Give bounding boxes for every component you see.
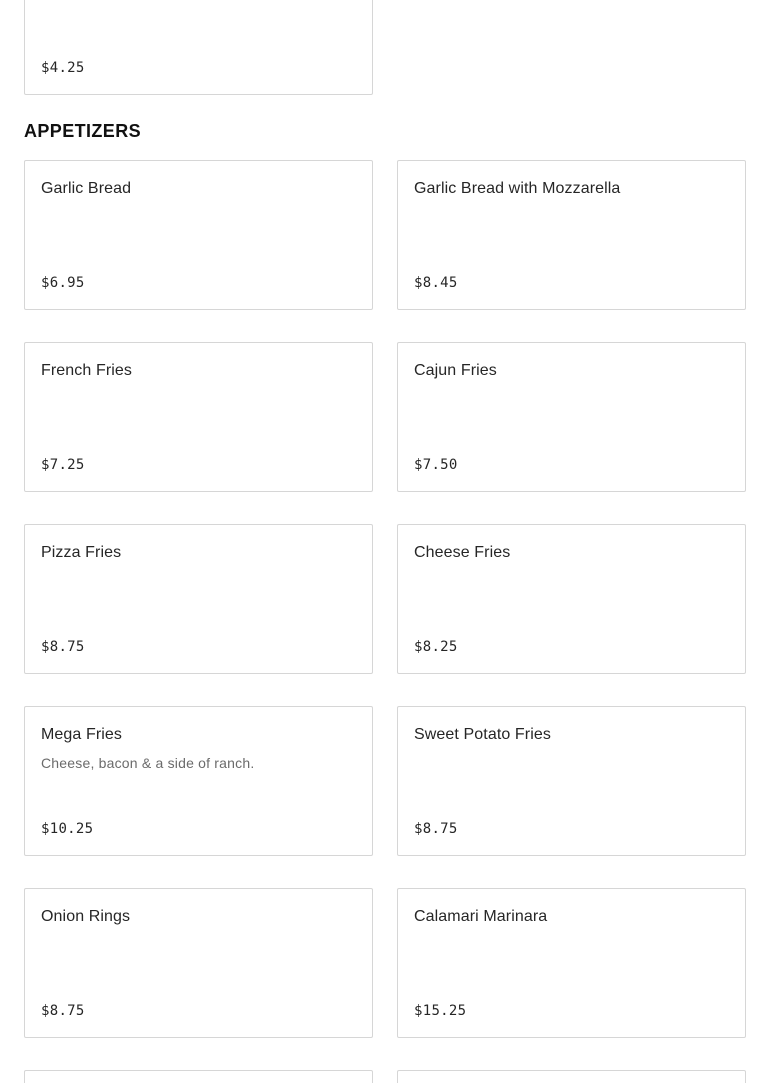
item-name: Cajun Fries [414,362,497,379]
item-name: French Fries [41,362,132,379]
item-price: $8.75 [414,821,458,837]
item-name: Sweet Potato Fries [414,726,551,743]
item-price: $8.75 [41,639,85,655]
menu-item-card[interactable] [24,1070,373,1083]
menu-item-card[interactable] [24,342,373,492]
item-description: Cheese, bacon & a side of ranch. [41,755,255,771]
item-price: $6.95 [41,275,85,291]
menu-item-card[interactable] [24,706,373,856]
menu-item-card[interactable] [24,160,373,310]
item-price: $15.25 [414,1003,467,1019]
item-name: Calamari Marinara [414,908,548,925]
item-price: $8.25 [414,639,458,655]
menu-item-card[interactable] [24,524,373,674]
menu-item-card[interactable] [397,1070,746,1083]
menu-item-card[interactable] [397,706,746,856]
menu-item-card[interactable] [397,888,746,1038]
item-price: $8.45 [414,275,458,291]
menu-item-card[interactable] [24,0,373,95]
menu-item-card[interactable] [24,888,373,1038]
item-name: Garlic Bread [41,180,132,197]
item-name: Mega Fries [41,726,123,743]
item-name: Cheese Fries [414,544,511,561]
menu-item-card[interactable] [397,342,746,492]
item-price: $8.75 [41,1003,85,1019]
item-price: $7.25 [41,457,85,473]
item-name: Pizza Fries [41,544,122,561]
item-price: $10.25 [41,821,94,837]
item-price: $7.50 [414,457,458,473]
menu-item-card[interactable] [397,524,746,674]
item-name: Garlic Bread with Mozzarella [414,180,621,197]
menu-item-card[interactable] [397,160,746,310]
section-title: APPETIZERS [24,121,142,141]
item-name: Onion Rings [41,908,131,925]
item-price: $4.25 [41,60,85,76]
